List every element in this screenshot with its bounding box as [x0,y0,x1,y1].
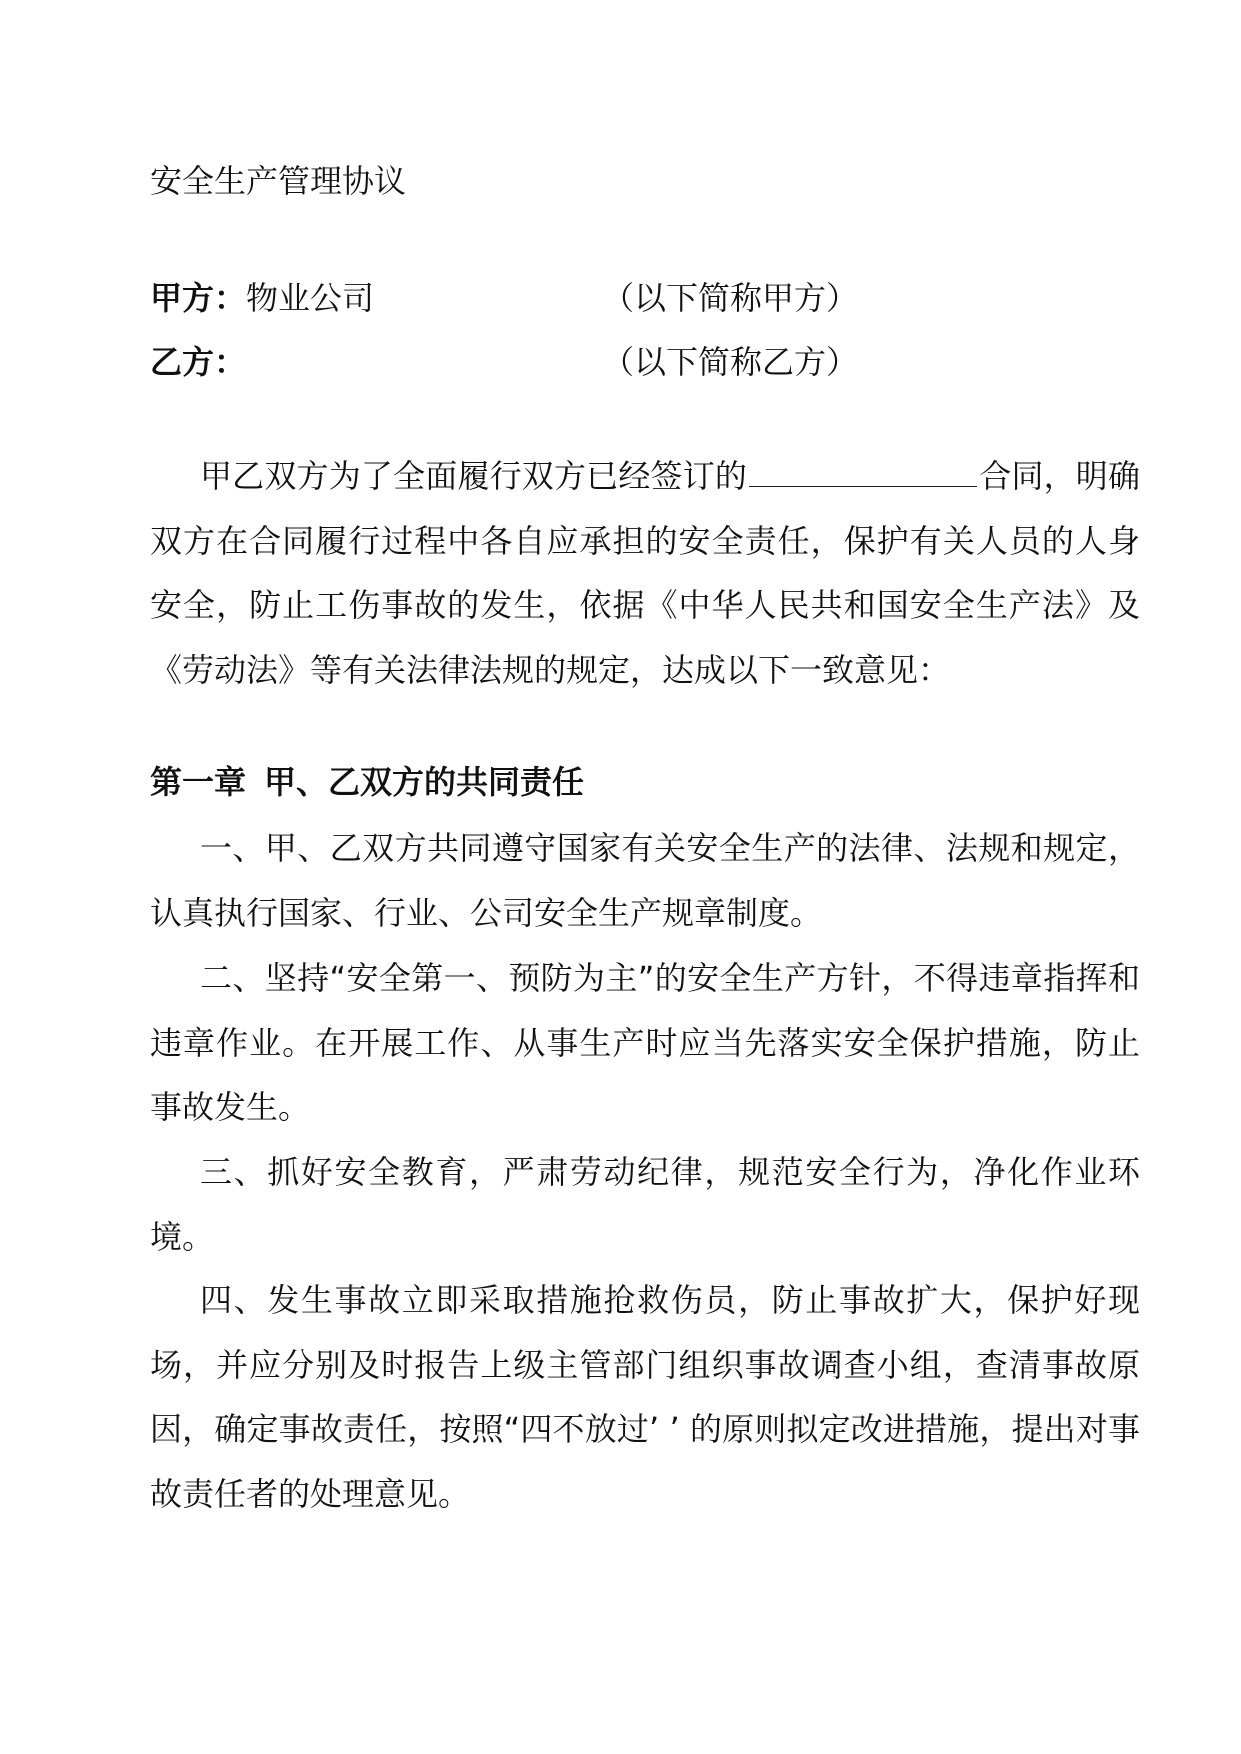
intro-before-blank: 甲乙双方为了全面履行双方已经签订的 [200,457,748,495]
chapter-number: 第一章 [150,763,247,801]
intro-after-blank: 合同，明确双方在合同履行过程中各自应承担的安全责任，保护有关人员的人身安全，防止工伤事故的发生，依据《中华人民共和国安全生产法》及《劳动法》等有关法律法规的规定，达成以下一致意见： [150,457,1140,689]
party-a-line [150,276,859,320]
party-a-label: 甲方： [150,279,247,317]
chapter-title: 甲、乙双方的共同责任 [264,763,585,801]
party-b-alias: （以下简称乙方） [602,343,859,381]
party-a-alias: （以下简称甲方） [602,279,859,317]
party-b-line [150,340,859,384]
document-title: 安全生产管理协议 [150,162,407,200]
clause-4: 四、发生事故立即采取措施抢救伤员，防止事故扩大，保护好现场，并应分别及时报告上级主管部门组织事故调查小组，查清事故原因，确定事故责任，按照“四不放过’ ’ 的原则拟定改进措施，提出对事故责任者的处理意见。 [150,1281,1140,1513]
clause-2: 二、坚持“安全第一、预防为主”的安全生产方针，不得违章指挥和违章作业。在开展工作、从事生产时应当先落实安全保护措施，防止事故发生。 [150,959,1140,1126]
chapter-heading [150,760,584,804]
party-a-value: 物业公司 [246,279,375,317]
clause-1: 一、甲、乙双方共同遵守国家有关安全生产的法律、法规和规定，认真执行国家、行业、公司安全生产规章制度。 [150,829,1140,932]
intro-paragraph [150,444,1140,702]
clause-3: 三、抓好安全教育，严肃劳动纪律，规范安全行为，净化作业环境。 [150,1153,1140,1256]
contract-name-blank [749,456,977,487]
party-b-label: 乙方： [150,343,247,381]
